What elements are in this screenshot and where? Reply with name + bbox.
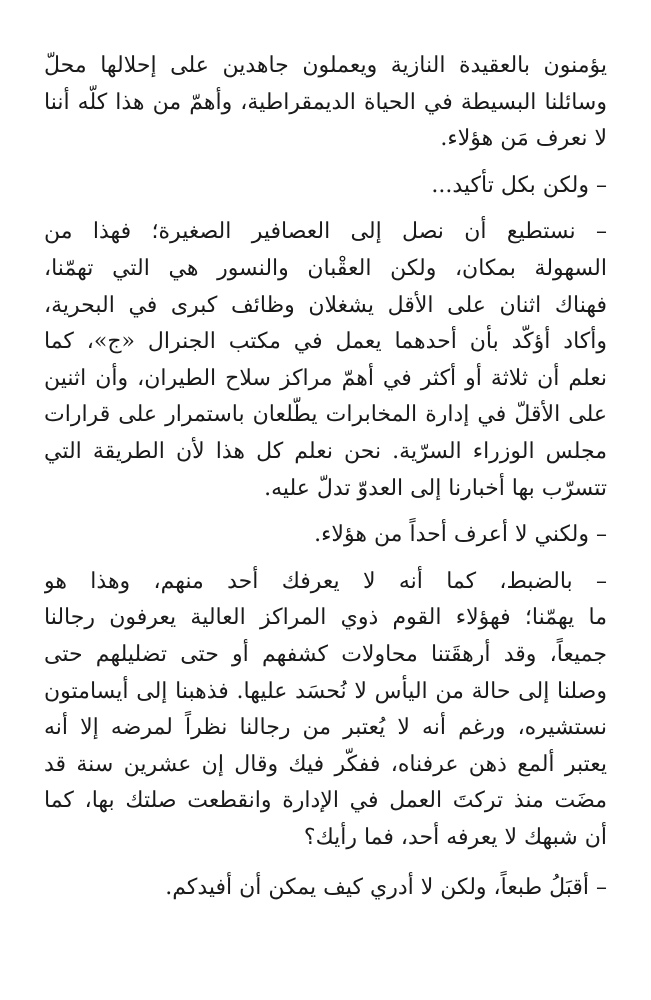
text-line: يعتبر ألمع ذهن عرفناه، ففكّر فيك وقال إن عشرين سنة قد (44, 751, 607, 777)
text-line: على الأقلّ في إدارة المخابرات يطّلعان باستمرار على قرارات (44, 402, 607, 428)
text-line: مجلس الوزراء السرّية. نحن نعلم كل هذا لأن الطريقة التي (44, 438, 607, 464)
text-line: – ولكن بكل تأكيد... (431, 172, 607, 198)
paragraph (44, 517, 607, 554)
text-line: جميعاً، وقد أرهقَتنا محاولات كشفهم أو حتى تضليلهم حتى (44, 641, 607, 667)
text-line: – أقبَلُ طبعاً، ولكن لا أدري كيف يمكن أن أفيدكم. (165, 875, 607, 901)
text-line: نعلم أن ثلاثة أو أكثر في أهمّ مراكز سلاح الطيران، وأن اثنين (44, 365, 607, 391)
paragraph (44, 214, 607, 507)
text-line: – بالضبط، كما أنه لا يعرفك أحد منهم، وهذا هو (44, 568, 607, 594)
text-line: لا نعرف مَن هؤلاء. (440, 126, 607, 152)
text-line: السهولة بمكان، ولكن العقْبان والنسور هي التي تهمّنا، (44, 255, 607, 281)
book-page (44, 48, 607, 980)
text-line: يؤمنون بالعقيدة النازية ويعملون جاهدين على إحلالها محلّ (44, 53, 607, 78)
paragraph (44, 48, 607, 158)
text-line: نستشيره، ورغم أنه لا يُعتبر من رجالنا نظراً لمرضه إلا أنه (44, 715, 607, 741)
text-line: وسائلنا البسيطة في الحياة الديمقراطية، وأهمّ من هذا كلّه أننا (44, 89, 607, 115)
text-line: أن شبهك لا يعرفه أحد، فما رأيك؟ (303, 824, 607, 850)
text-line: – ولكني لا أعرف أحداً من هؤلاء. (314, 522, 607, 548)
text-line: تتسرّب بها أخبارنا إلى العدوّ تدلّ عليه. (264, 475, 607, 501)
text-line: وأكاد أؤكّد بأن أحدهما يعمل في مكتب الجنرال «ج»، كما (44, 329, 607, 355)
text-line: ما يهمّنا؛ فهؤلاء القوم ذوي المراكز العالية يعرفون رجالنا (44, 605, 607, 631)
paragraph (44, 870, 607, 907)
text-line: – نستطيع أن نصل إلى العصافير الصغيرة؛ فهذا من (44, 219, 607, 245)
text-line: مضَت منذ تركتَ العمل في الإدارة وانقطعت صلتك بها، كما (44, 788, 607, 814)
paragraph (44, 168, 607, 205)
text-line: فهناك اثنان على الأقل يشغلان وظائف كبرى في البحرية، (44, 292, 607, 318)
paragraph (44, 564, 607, 857)
text-line: وصلنا إلى حالة من اليأس لا نُحسَد عليها. فذهبنا إلى أيسامتون (44, 678, 607, 704)
